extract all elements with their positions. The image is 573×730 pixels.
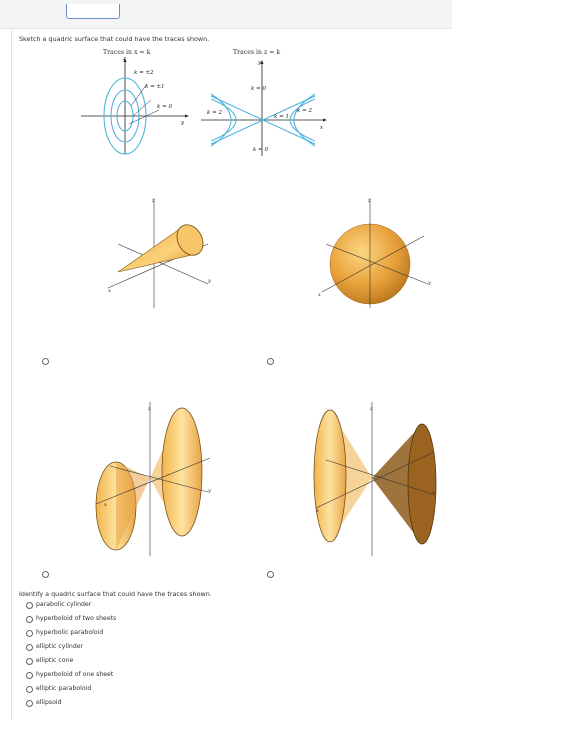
choice-b-axis-y: y [428, 280, 431, 286]
option-radio[interactable] [26, 686, 33, 693]
traces-figure [75, 44, 335, 160]
trace-left-plot [81, 56, 189, 154]
trace-right-plot [201, 60, 327, 156]
label-k-2-right: k = 2 [297, 108, 312, 114]
left-y-arrow-icon [185, 115, 189, 118]
option-radio[interactable] [26, 630, 33, 637]
option-radio[interactable] [26, 602, 33, 609]
question-2-prompt: Identify a quadric surface that could have the traces shown. [19, 590, 212, 598]
choice-b-axis-z: z [368, 198, 371, 204]
choice-b-radio[interactable] [267, 358, 274, 365]
question-1-prompt: Sketch a quadric surface that could have the traces shown. [19, 35, 210, 43]
choice-c-axis-y: y [208, 488, 211, 494]
option-radio[interactable] [26, 672, 33, 679]
choice-c-radio[interactable] [42, 571, 49, 578]
choice-c-axis-x: x [104, 502, 107, 508]
label-k-0-left: k = 0 [157, 104, 172, 110]
choice-b-graph [308, 192, 438, 312]
choice-c-graph [90, 396, 220, 561]
label-k-0-bottom: k = 0 [253, 147, 268, 153]
choice-a-axis-z: z [152, 198, 155, 204]
option-radio[interactable] [26, 616, 33, 623]
choice-d-axis-z: z [370, 406, 373, 412]
choice-a-axis-y: y [208, 278, 211, 284]
option-radio[interactable] [26, 700, 33, 707]
option-radio[interactable] [26, 658, 33, 665]
choice-d-axis-x: x [316, 508, 319, 514]
toolbar-tab[interactable] [66, 4, 120, 19]
label-k-1: k = 1 [274, 114, 289, 120]
choice-a-axis-x: x [108, 288, 111, 294]
right-label-x: x [320, 125, 324, 131]
trace-right-title: Traces in z = k [233, 49, 281, 56]
label-k-2-left: k = 2 [207, 110, 222, 116]
choice-d-axis-y: y [432, 490, 435, 496]
content-border [11, 28, 12, 720]
choice-c-axis-z: z [148, 406, 151, 412]
choice-d-graph [308, 396, 444, 561]
choice-d-radio[interactable] [267, 571, 274, 578]
option-radio[interactable] [26, 644, 33, 651]
label-k-pm2: k = ±2 [134, 70, 154, 76]
left-label-y: y [181, 120, 185, 126]
choice-a-radio[interactable] [42, 358, 49, 365]
label-k-0-top: k = 0 [251, 86, 266, 92]
right-label-y: y [258, 60, 262, 66]
top-toolbar [0, 0, 452, 29]
right-x-arrow-icon [323, 119, 327, 122]
choice-b-axis-x: x [318, 292, 321, 298]
trace-left-title: Traces in x = k [103, 49, 151, 56]
left-label-z: z [123, 56, 126, 62]
label-k-pm1: k = ±1 [145, 84, 165, 90]
choice-a-graph [104, 192, 224, 312]
